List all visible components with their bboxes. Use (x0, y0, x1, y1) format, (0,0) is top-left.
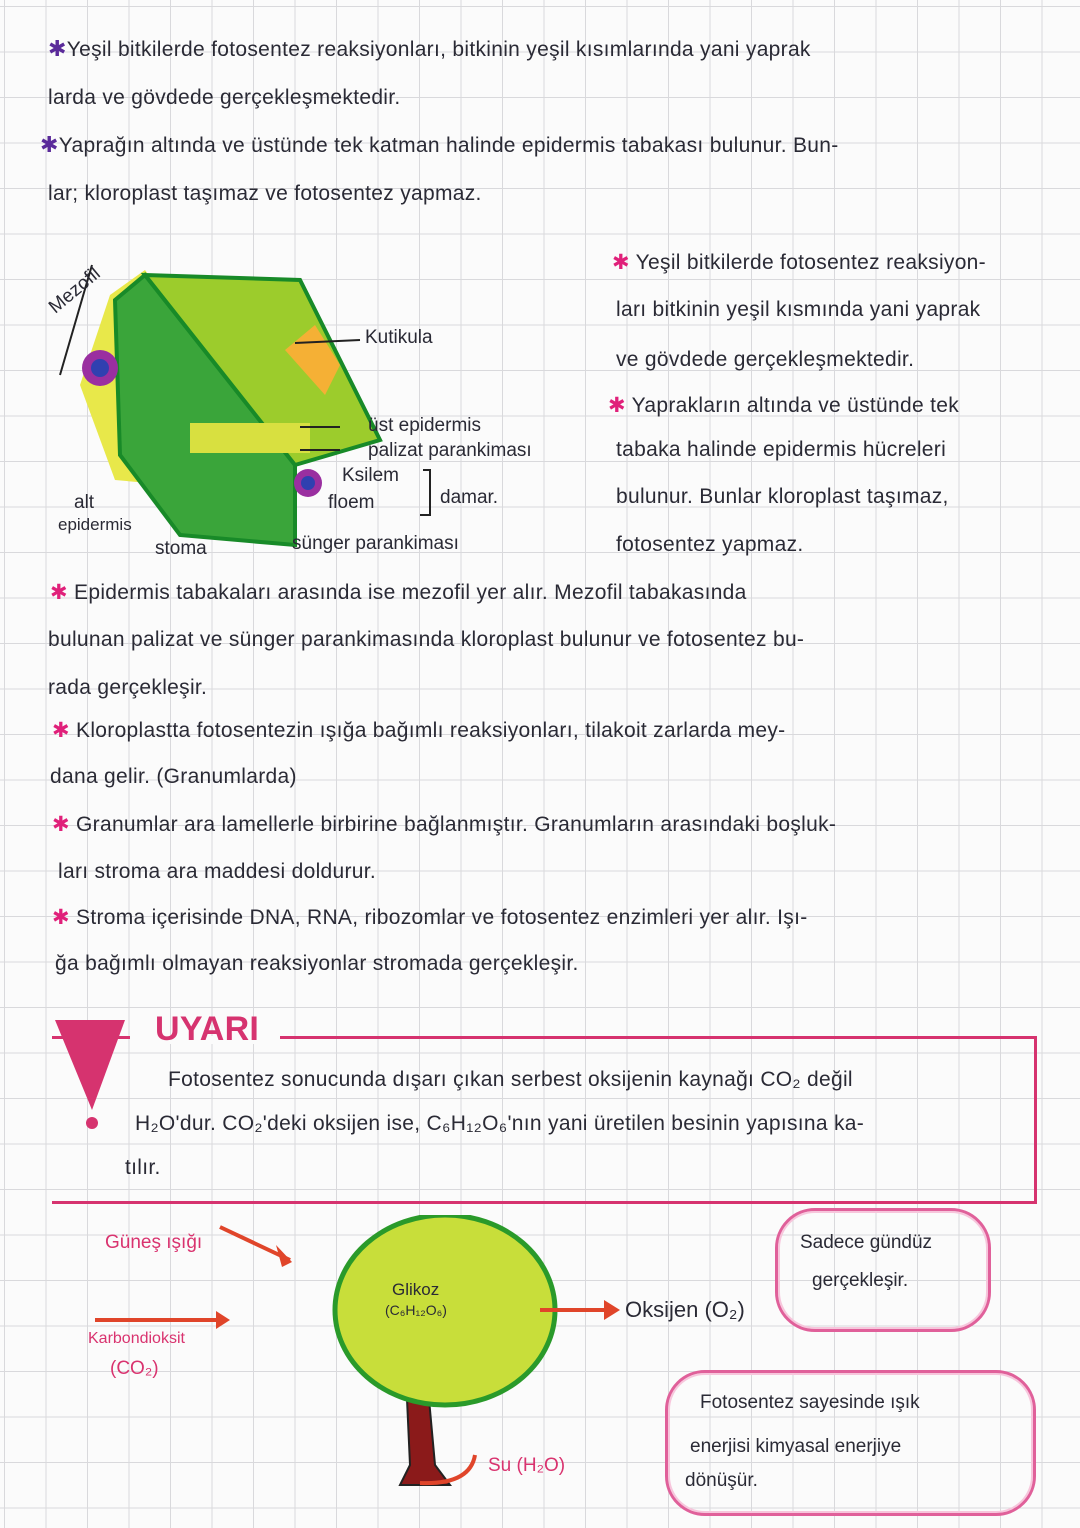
paragraph-line: ğa bağımlı olmayan reaksiyonlar stromada gerçekleşir. (55, 952, 579, 975)
right-note-line (612, 250, 986, 275)
star-icon: ✱ (608, 394, 632, 417)
warning-line: H₂O'dur. CO₂'deki oksijen ise, C₆H₁₂O₆'nın yani üretilen besinin yapısına ka- (135, 1112, 865, 1135)
label-palizat: palizat parankiması (368, 440, 532, 461)
right-note-line: fotosentez yapmaz. (616, 533, 804, 556)
sun-label: Güneş ışığı (105, 1232, 203, 1253)
paragraph-line (50, 580, 747, 605)
water-label: Su (H₂O) (488, 1455, 566, 1476)
text: Epidermis tabakaları arasında ise mezofil yer alır. Mezofil tabakasında (74, 581, 747, 604)
label-alt: alt (74, 492, 95, 513)
text: Yeşil bitkilerde fotosentez reaksiyon- (635, 251, 986, 274)
star-icon: ✱ (48, 36, 67, 61)
label-floem: floem (328, 492, 375, 513)
right-note-line (608, 393, 959, 418)
star-icon: ✱ (52, 719, 77, 742)
paragraph-line (52, 812, 836, 837)
oxygen-label: Oksijen (O₂) (625, 1297, 745, 1322)
glucose-formula: (C₆H₁₂O₆) (385, 1302, 447, 1318)
right-note-line: bulunur. Bunlar kloroplast taşımaz, (616, 485, 949, 508)
co2-label: Karbondioksit (88, 1330, 185, 1347)
paragraph-line: bulunan palizat ve sünger parankimasında kloroplast bulunur ve fotosentez bu- (48, 628, 805, 651)
right-note-line: tabaka halinde epidermis hücreleri (616, 438, 947, 461)
label-ksilem: Ksilem (342, 465, 400, 486)
star-icon: ✱ (40, 132, 59, 157)
label-ust-epidermis: üst epidermis (368, 415, 481, 436)
right-note-line: ları bitkinin yeşil kısmında yani yaprak (616, 298, 981, 321)
paragraph-line (52, 905, 808, 930)
warning-line: tılır. (125, 1156, 161, 1179)
star-icon: ✱ (52, 906, 77, 929)
paragraph-line: dana gelir. (Granumlarda) (50, 765, 297, 788)
paragraph-line: rada gerçekleşir. (48, 676, 208, 699)
co2-formula: (CO₂) (110, 1358, 159, 1379)
star-icon: ✱ (50, 581, 75, 604)
label-mezofil: Mezofil (44, 263, 105, 319)
label-alt-epidermis: epidermis (58, 515, 132, 534)
intro-line: lar; kloroplast taşımaz ve fotosentez yapmaz. (48, 182, 482, 205)
label-stoma: stoma (155, 538, 207, 559)
label-damar: damar. (440, 487, 499, 508)
cloud-text: dönüşür. (685, 1470, 758, 1491)
star-icon: ✱ (612, 251, 636, 274)
label-sunger: sünger parankiması (292, 533, 459, 554)
text: Yeşil bitkilerde fotosentez reaksiyonları, bitkinin yeşil kısımlarında yani yaprak (66, 38, 811, 61)
cloud-text: gerçekleşir. (812, 1270, 909, 1291)
intro-line: larda ve gövdede gerçekleşmektedir. (48, 86, 401, 109)
cloud-text: Sadece gündüz (800, 1232, 933, 1253)
text: Yaprağın altında ve üstünde tek katman halinde epidermis tabakası bulunur. Bun- (58, 134, 839, 157)
cloud-text: enerjisi kimyasal enerjiye (690, 1436, 902, 1457)
cloud-text: Fotosentez sayesinde ışık (700, 1392, 920, 1413)
warning-line: Fotosentez sonucunda dışarı çıkan serbest oksijenin kaynağı CO₂ değil (168, 1068, 853, 1091)
text: Granumlar ara lamellerle birbirine bağlanmıştır. Granumların arasındaki boşluk- (76, 813, 837, 836)
label-kutikula: Kutikula (365, 327, 433, 348)
paragraph-line (52, 718, 785, 743)
text: Stroma içerisinde DNA, RNA, ribozomlar ve fotosentez enzimleri yer alır. Işı- (76, 906, 808, 929)
warning-title: UYARI (155, 1010, 260, 1048)
intro-line (48, 36, 811, 62)
text: Yaprakların altında ve üstünde tek (631, 394, 959, 417)
star-icon: ✱ (52, 813, 77, 836)
text: Kloroplastta fotosentezin ışığa bağımlı reaksiyonları, tilakoit zarlarda mey- (76, 719, 786, 742)
glucose-label: Glikoz (392, 1280, 440, 1299)
paragraph-line: ları stroma ara maddesi doldurur. (58, 860, 377, 883)
intro-line (40, 132, 839, 158)
right-note-line: ve gövdede gerçekleşmektedir. (616, 348, 915, 371)
